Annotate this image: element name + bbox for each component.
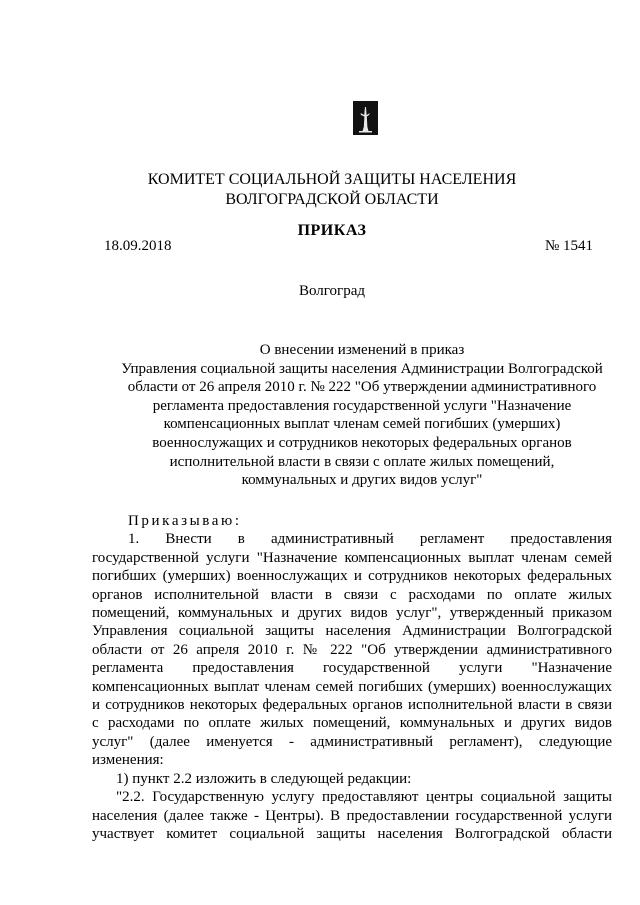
- organization-name-line2: ВОЛГОГРАДСКОЙ ОБЛАСТИ: [225, 191, 439, 208]
- body-line: органов исполнительной власти в связи с расходами по оплате жилых: [92, 586, 612, 603]
- document-date: 18.09.2018: [104, 238, 172, 254]
- subject-line: коммунальных и других видов услуг": [241, 472, 483, 489]
- order-word: Приказываю:: [128, 513, 242, 529]
- document-number: № 1541: [544, 238, 593, 254]
- subject-line: О внесении изменений в приказ: [259, 342, 465, 358]
- document-body: [92, 512, 612, 843]
- body-line: компенсационных выплат членам семей погибших (умерших) военнослужащих: [92, 678, 612, 695]
- body-line: 1) пункт 2.2 изложить в следующей редакции:: [116, 770, 412, 787]
- body-line: и сотрудников некоторых федеральных органов исполнительной власти в связи: [92, 697, 612, 714]
- subject-line: области от 26 апреля 2010 г. № 222 "Об утверждении административного: [127, 379, 597, 396]
- subject-line: компенсационных выплат членам семей погибших (умерших): [163, 416, 561, 433]
- body-line: регламента предоставления государственной услуги "Назначение: [92, 660, 612, 677]
- body-line: области от 26 апреля 2010 г. № 222 "Об утверждении административного: [92, 641, 612, 658]
- document-subject: [112, 341, 612, 490]
- body-line: погибших (умерших) военнослужащих и сотрудников некоторых федеральных: [92, 568, 612, 585]
- document-city: Волгоград: [298, 283, 365, 299]
- body-line: изменения:: [92, 752, 164, 769]
- document-type-title: ПРИКАЗ: [297, 222, 367, 239]
- body-line: населения (далее также - Центры). В предоставлении государственной услуги: [92, 807, 612, 824]
- body-line: 1. Внести в административный регламент предоставления: [128, 531, 612, 548]
- body-line: Управления социальной защиты населения Администрации Волгоградской: [92, 623, 612, 640]
- body-line: участвует комитет социальной защиты населения Волгоградской области: [92, 825, 612, 842]
- coat-of-arms-emblem-icon: [353, 101, 378, 135]
- subject-line: Управления социальной защиты населения Администрации Волгоградской: [121, 360, 603, 377]
- subject-line: исполнительной власти в связи с оплате жилых помещений,: [169, 453, 555, 470]
- body-line: услуг" (далее именуется - административный регламент), следующие: [92, 733, 612, 750]
- body-line: помещений, коммунальных и других видов услуг", утвержденный приказом: [92, 605, 612, 622]
- body-line: с расходами по оплате жилых помещений, коммунальных и других видов: [92, 715, 612, 732]
- organization-name-line1: КОМИТЕТ СОЦИАЛЬНОЙ ЗАЩИТЫ НАСЕЛЕНИЯ: [147, 171, 517, 188]
- body-line: "2.2. Государственную услугу предоставляют центры социальной защиты: [116, 789, 612, 806]
- subject-line: военнослужащих и сотрудников некоторых федеральных органов: [152, 434, 572, 451]
- subject-line: регламента предоставления государственной услуги "Назначение: [152, 397, 572, 414]
- body-line: государственной услуги "Назначение компенсационных выплат членам семей: [92, 549, 612, 566]
